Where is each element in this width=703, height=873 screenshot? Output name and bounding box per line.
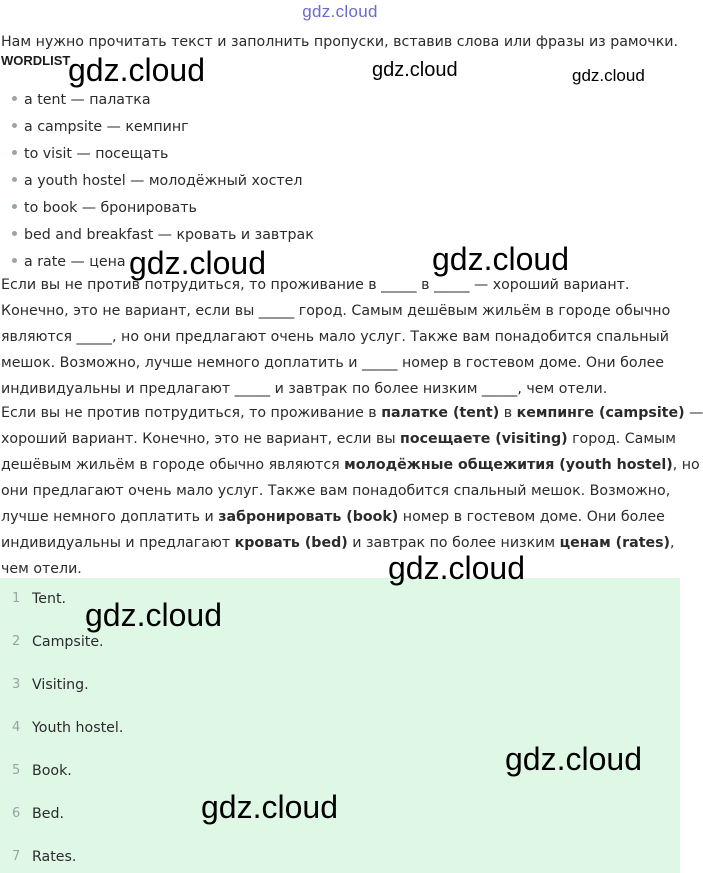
bullet-icon — [12, 258, 17, 263]
answer-text: Book. — [32, 763, 72, 779]
answer-text: Visiting. — [32, 677, 89, 693]
watermark: gdz.cloud — [505, 741, 642, 777]
wordlist-item — [12, 141, 168, 167]
answer-highlight: кемпинге (campsite) — [516, 405, 685, 421]
filled-text-line: чем отели. — [1, 561, 82, 577]
watermark: gdz.cloud — [201, 789, 338, 825]
wordlist-item-text: a youth hostel — молодёжный хостел — [24, 173, 303, 189]
wordlist-item — [12, 114, 189, 140]
answer-highlight: молодёжные общежития (youth hostel) — [344, 457, 673, 473]
watermark: gdz.cloud — [85, 597, 222, 633]
watermark: gdz.cloud — [572, 66, 645, 85]
answer-number: 7 — [12, 849, 21, 864]
answer-highlight: посещаете (visiting) — [400, 431, 568, 447]
wordlist-item-text: a rate — цена — [24, 254, 126, 270]
filled-text-line: они предлагают очень мало услуг. Также вам понадобится спальный мешок. Возможно, — [1, 483, 671, 499]
filled-text-line: Если вы не против потрудиться, то проживание в палатке (tent) в кемпинге (campsite) — — [1, 405, 703, 421]
gap-text-line: индивидуальны и предлагают _____ и завтрак по более низким _____, чем отели. — [1, 381, 608, 397]
filled-text-line: лучше немного доплатить и забронировать (book) номер в гостевом доме. Они более — [1, 509, 665, 525]
answer-number: 4 — [12, 720, 21, 735]
bullet-icon — [12, 96, 17, 101]
answer-highlight: палатке (tent) — [381, 405, 500, 421]
wordlist-item-text: to visit — посещать — [24, 146, 169, 162]
filled-text-line: дешёвым жильём в городе обычно являются молодёжные общежития (youth hostel), но — [1, 457, 700, 473]
answer-highlight: ценам (rates) — [559, 535, 671, 551]
bullet-icon — [12, 150, 17, 155]
wordlist-item-text: a campsite — кемпинг — [24, 119, 189, 135]
answer-highlight: кровать (bed) — [234, 535, 348, 551]
task-instruction: Нам нужно прочитать текст и заполнить пропуски, вставив слова или фразы из рамочки. — [1, 34, 678, 50]
watermark: gdz.cloud — [432, 241, 569, 277]
bullet-icon — [12, 204, 17, 209]
wordlist-item — [12, 195, 197, 221]
filled-text-line: индивидуальны и предлагают кровать (bed) и завтрак по более низким ценам (rates), — [1, 535, 675, 551]
bullet-icon — [12, 123, 17, 128]
bullet-icon — [12, 177, 17, 182]
wordlist-item-text: bed and breakfast — кровать и завтрак — [24, 227, 314, 243]
answer-number: 2 — [12, 634, 21, 649]
site-watermark-top: gdz.cloud — [302, 2, 378, 21]
wordlist-item — [12, 87, 151, 113]
gap-text-line: являются _____, но они предлагают очень мало услуг. Также вам понадобится спальный — [1, 329, 669, 345]
answer-text: Youth hostel. — [32, 720, 124, 736]
wordlist-item-text: a tent — палатка — [24, 92, 151, 108]
bullet-icon — [12, 231, 17, 236]
answer-number: 6 — [12, 806, 21, 821]
answer-text: Bed. — [32, 806, 64, 822]
watermark: gdz.cloud — [129, 245, 266, 281]
watermark: gdz.cloud — [68, 52, 205, 88]
watermark: gdz.cloud — [388, 550, 525, 586]
answer-number: 5 — [12, 763, 21, 778]
wordlist-item — [12, 168, 302, 194]
answer-text: Tent. — [32, 591, 67, 607]
answer-text: Campsite. — [32, 634, 104, 650]
answer-number: 1 — [12, 591, 21, 606]
wordlist-item-text: to book — бронировать — [24, 200, 197, 216]
answer-highlight: забронировать (book) — [218, 509, 399, 525]
answer-text: Rates. — [32, 849, 77, 865]
gap-text-line: Если вы не против потрудиться, то проживание в _____ в _____ — хороший вариант. — [1, 277, 630, 293]
filled-text-line: хороший вариант. Конечно, это не вариант, если вы посещаете (visiting) город. Самым — [1, 431, 676, 447]
watermark: gdz.cloud — [372, 59, 458, 81]
answer-number: 3 — [12, 677, 21, 692]
wordlist-label: WORDLIST — [1, 53, 71, 68]
gap-text-line: мешок. Возможно, лучше немного доплатить и _____ номер в гостевом доме. Они более — [1, 355, 665, 371]
gap-text-line: Конечно, это не вариант, если вы _____ город. Самым дешёвым жильём в городе обычно — [1, 303, 671, 319]
